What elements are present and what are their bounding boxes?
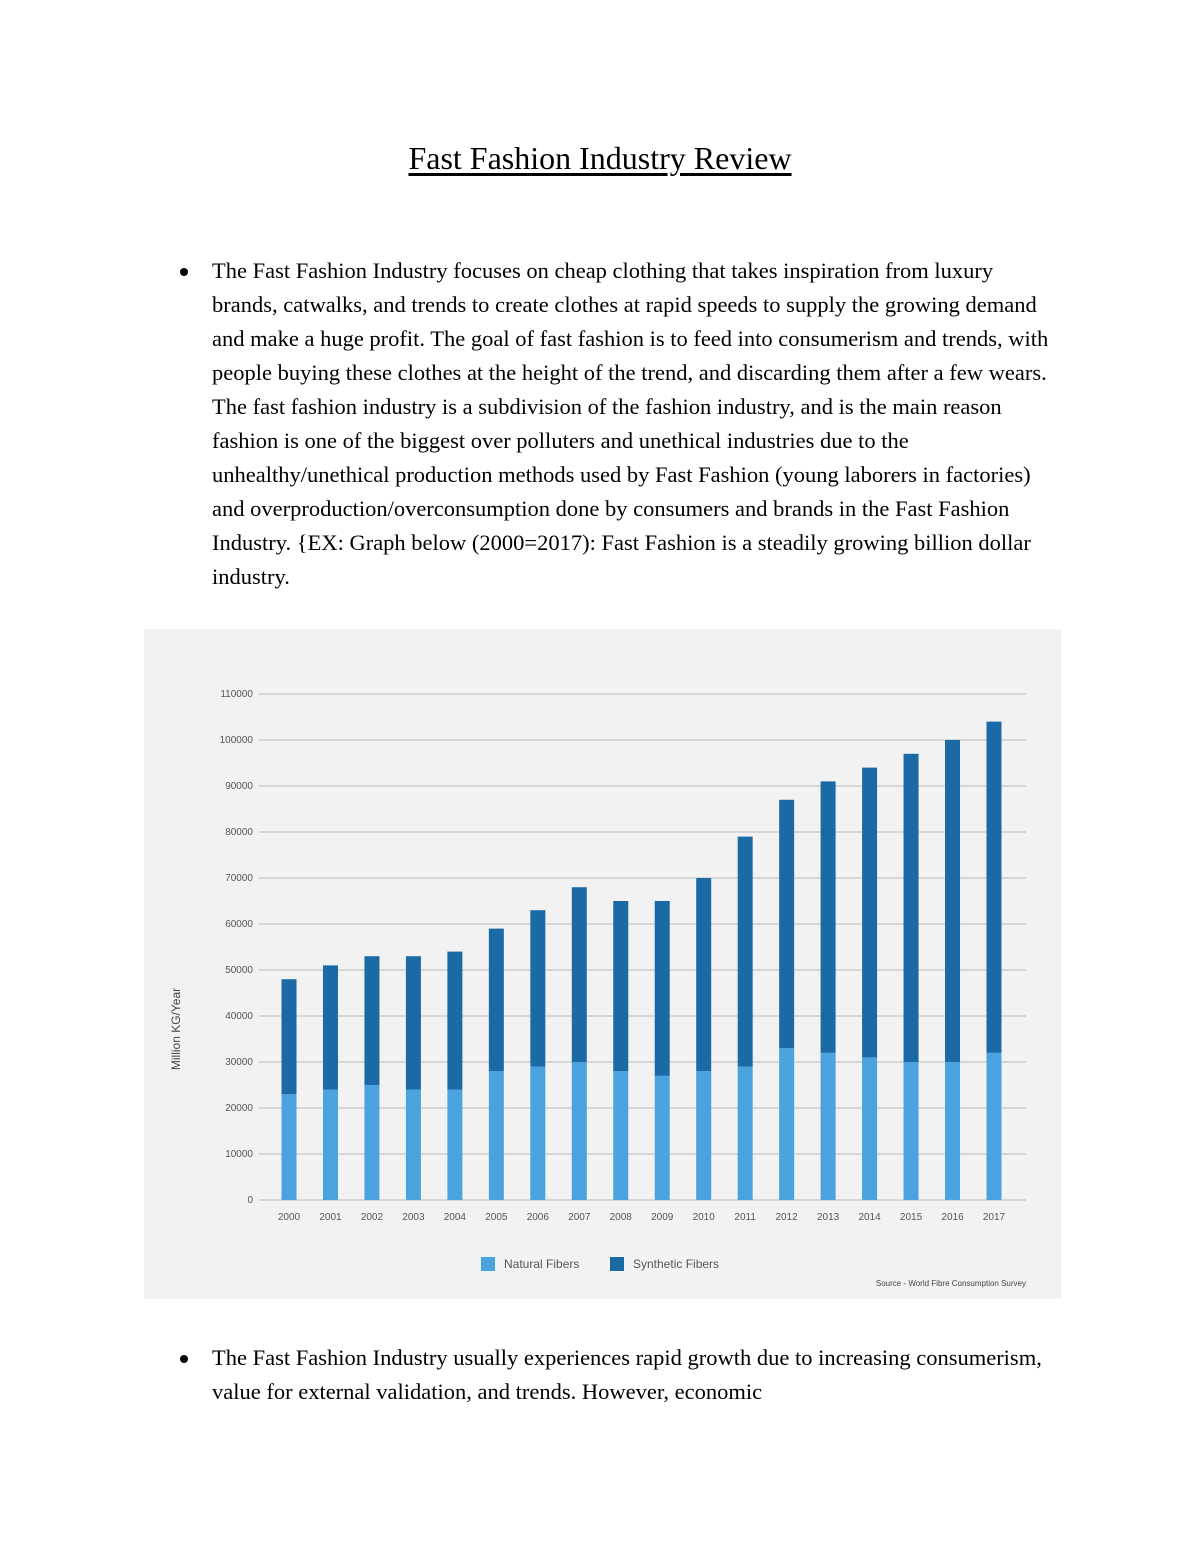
y-tick-label: 70000	[225, 873, 253, 884]
x-tick-label: 2005	[485, 1212, 508, 1223]
bar-natural-fibers	[862, 1057, 877, 1200]
bar-natural-fibers	[986, 1053, 1001, 1200]
y-tick-label: 90000	[225, 781, 253, 792]
bar-synthetic-fibers	[945, 740, 960, 1062]
x-tick-label: 2006	[526, 1212, 549, 1223]
bar-synthetic-fibers	[447, 952, 462, 1090]
bar-natural-fibers	[696, 1071, 711, 1200]
bar-synthetic-fibers	[572, 887, 587, 1062]
bar-natural-fibers	[655, 1076, 670, 1200]
x-tick-label: 2008	[609, 1212, 632, 1223]
bar-natural-fibers	[613, 1071, 628, 1200]
bar-natural-fibers	[904, 1062, 919, 1200]
bar-synthetic-fibers	[489, 929, 504, 1072]
x-tick-label: 2017	[982, 1212, 1006, 1223]
bar-natural-fibers	[406, 1090, 421, 1200]
x-tick-label: 2013	[816, 1212, 840, 1223]
bar-natural-fibers	[489, 1071, 504, 1200]
x-tick-label: 2004	[443, 1212, 467, 1223]
fiber-consumption-chart	[144, 629, 1061, 1299]
bar-natural-fibers	[530, 1067, 545, 1200]
chart-legend	[481, 1257, 719, 1271]
chart-svg	[144, 629, 1061, 1299]
bar-synthetic-fibers	[613, 901, 628, 1071]
y-tick-label: 110000	[220, 689, 253, 700]
y-tick-label: 40000	[225, 1011, 253, 1022]
x-tick-label: 2015	[899, 1212, 923, 1223]
bar-natural-fibers	[323, 1090, 338, 1200]
bullet-icon	[180, 268, 188, 276]
y-axis-title: Million KG/Year	[169, 987, 183, 1071]
bar-natural-fibers	[738, 1067, 753, 1200]
x-tick-label: 2002	[360, 1212, 384, 1223]
bar-natural-fibers	[945, 1062, 960, 1200]
bar-synthetic-fibers	[655, 901, 670, 1076]
bar-synthetic-fibers	[530, 910, 545, 1066]
y-tick-label: 100000	[219, 735, 253, 746]
bar-synthetic-fibers	[862, 768, 877, 1058]
bar-synthetic-fibers	[696, 878, 711, 1071]
x-tick-label: 2007	[568, 1212, 591, 1223]
bar-synthetic-fibers	[282, 979, 297, 1094]
paragraph-2: The Fast Fashion Industry usually experiences rapid growth due to increasing consumerism, value for external validation, and trends. However, economic	[212, 1345, 1042, 1404]
x-tick-label: 2012	[775, 1212, 798, 1223]
y-tick-label: 0	[247, 1195, 253, 1206]
paragraph-1: The Fast Fashion Industry focuses on cheap clothing that takes inspiration from luxury brands, catwalks, and trends to create clothes at rapid speeds to supply the growing demand and make a huge profit. The goal of fast fashion is to feed into consumerism and trends, with people buying these clothes at the height of the trend, and discarding them after a few wears. The fast fashion industry is a subdivision of the fashion industry, and is the main reason fashion is one of the biggest over polluters and unethical industries due to the unhealthy/unethical production methods used by Fast Fashion (young laborers in factories) and overproduction/overconsumption done by consumers and brands in the Fast Fashion Industry. {EX: Graph below (2000=2017): Fast Fashion is a steadily growing billion dollar industry.	[212, 258, 1049, 589]
legend-label: Natural Fibers	[504, 1257, 580, 1271]
x-tick-label: 2016	[941, 1212, 964, 1223]
x-tick-label: 2010	[692, 1212, 715, 1223]
bar-synthetic-fibers	[323, 965, 338, 1089]
bar-synthetic-fibers	[904, 754, 919, 1062]
x-tick-label: 2001	[319, 1212, 342, 1223]
y-tick-label: 30000	[225, 1057, 253, 1068]
chart-source: Source - World Fibre Consumption Survey	[875, 1279, 1026, 1288]
x-tick-label: 2009	[651, 1212, 674, 1223]
x-tick-label: 2011	[734, 1212, 756, 1223]
x-tick-label: 2003	[402, 1212, 425, 1223]
bar-synthetic-fibers	[406, 956, 421, 1089]
bar-synthetic-fibers	[821, 781, 836, 1052]
document-title: Fast Fashion Industry Review	[408, 140, 792, 176]
bar-synthetic-fibers	[738, 837, 753, 1067]
bullet-icon	[180, 1355, 188, 1363]
x-tick-label: 2000	[277, 1212, 301, 1223]
legend-label: Synthetic Fibers	[633, 1257, 720, 1271]
bar-synthetic-fibers	[364, 956, 379, 1085]
bar-synthetic-fibers	[779, 800, 794, 1048]
bar-natural-fibers	[779, 1048, 794, 1200]
chart-bars	[282, 722, 1002, 1200]
x-tick-label: 2014	[858, 1212, 881, 1223]
legend-swatch	[481, 1257, 495, 1271]
bar-natural-fibers	[364, 1085, 379, 1200]
bar-natural-fibers	[572, 1062, 587, 1200]
bar-natural-fibers	[282, 1094, 297, 1200]
bar-synthetic-fibers	[986, 722, 1001, 1053]
y-tick-label: 60000	[225, 919, 253, 930]
y-tick-label: 50000	[225, 965, 253, 976]
legend-swatch	[610, 1257, 624, 1271]
y-tick-label: 10000	[225, 1149, 253, 1160]
y-tick-label: 80000	[225, 827, 253, 838]
bar-natural-fibers	[821, 1053, 836, 1200]
bar-natural-fibers	[447, 1090, 462, 1200]
chart-x-labels	[278, 1212, 1006, 1223]
y-tick-label: 20000	[225, 1103, 253, 1114]
